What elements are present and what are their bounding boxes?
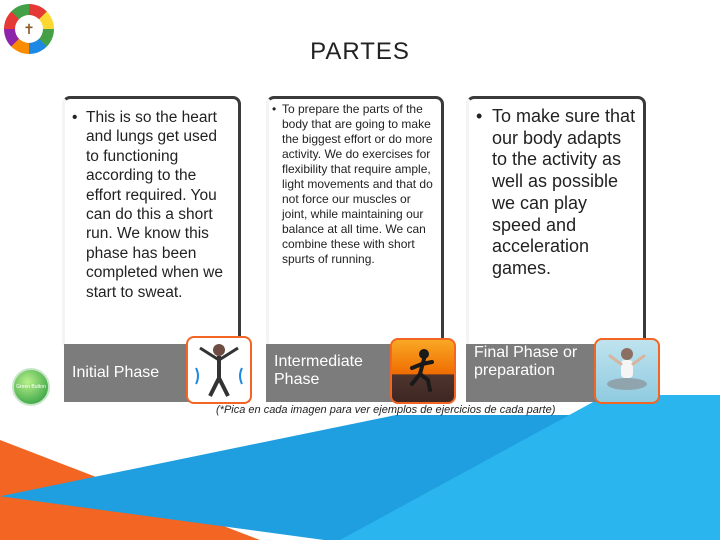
instruction-note: (*Pica en cada imagen para ver ejemplos de ejercicios de cada parte) (216, 404, 556, 416)
green-button-label: Green Button (16, 384, 46, 390)
green-button[interactable] (12, 368, 50, 406)
card-initial-body: This is so the heart and lungs get used to functioning according to the effort required. You can do this a short run. We know this phase has been completed when we start to sweat. (86, 109, 223, 301)
logo-emblem-icon: ✝ (15, 15, 43, 43)
card-intermediate-body: To prepare the parts of the body that are going to make the biggest effort or do more activity. We do exercises for flexibility that require ample, light movements and that do not force our muscles or joint, while maintaining our balance at all time. We can combine these with short spurts of running. (282, 102, 433, 266)
page-title: PARTES (310, 38, 410, 65)
bullet: • (476, 106, 483, 126)
intermediate-phase-image[interactable] (390, 338, 456, 404)
phase-label-intermediate[interactable]: Intermediate Phase (274, 353, 363, 389)
card-final-body: To make sure that our body adapts to the activity as well as possible we can play speed and acceleration games. (492, 106, 636, 278)
phase-label-initial[interactable]: Initial Phase (72, 364, 160, 381)
card-final-text (476, 106, 638, 280)
bullet: • (72, 109, 78, 126)
phase-label-final[interactable]: Final Phase or preparation (474, 344, 578, 380)
stretching-figure-icon (188, 338, 250, 402)
initial-phase-image[interactable] (186, 336, 252, 404)
card-initial-text (72, 108, 232, 302)
running-silhouette-icon (392, 340, 454, 402)
card-intermediate-text (272, 102, 436, 267)
final-phase-image[interactable] (594, 338, 660, 404)
yoga-pose-icon (596, 340, 658, 402)
bullet: • (272, 102, 277, 116)
